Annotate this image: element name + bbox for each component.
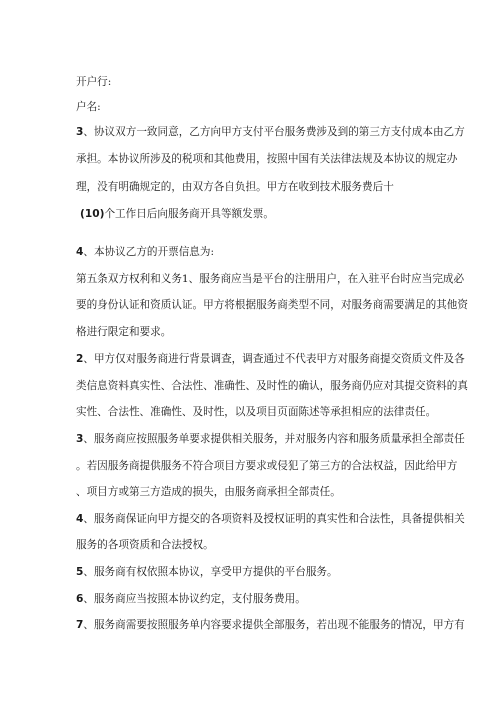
duty-3-line-3 bbox=[76, 485, 426, 499]
line-text: 户名: bbox=[76, 101, 101, 113]
clause-number: 4 bbox=[76, 513, 84, 525]
line-text: 承担。本协议所涉及的税项和其他费用，按照中国有关法律法规及本协议的规定办 bbox=[76, 153, 458, 165]
duty-3-line-2 bbox=[76, 459, 458, 473]
line-text: 、甲方仅对服务商进行背景调查，调查通过不代表甲方对服务商提交资质文件及各 bbox=[83, 353, 465, 365]
duty-5-line bbox=[76, 565, 426, 579]
line-text: 、服务商应按照服务单要求提供相关服务，并对服务内容和服务质量承担全部责任 bbox=[83, 433, 465, 445]
duty-2-line-3 bbox=[76, 405, 437, 419]
clause-number: 5 bbox=[76, 566, 84, 578]
line-text: 服务的各项资质和合法授权。 bbox=[76, 539, 214, 551]
duty-2-line-2 bbox=[76, 379, 468, 393]
line-text: 、本协议乙方的开票信息为: bbox=[83, 246, 215, 258]
line-text: 、服务商保证向甲方提交的各项资料及授权证明的真实性和合法性，具备提供相关 bbox=[83, 513, 465, 525]
line-text: 、项目方或第三方造成的损失，由服务商承担全部责任。 bbox=[76, 486, 341, 498]
clause-4-invoice-info bbox=[76, 245, 426, 259]
duty-7-line-1 bbox=[76, 618, 465, 632]
clause-number: 4 bbox=[76, 246, 84, 258]
clause-number: 7 bbox=[76, 619, 84, 631]
article-5-line-3 bbox=[76, 325, 426, 339]
line-text: 实性、合法性、准确性、及时性，以及项目页面陈述等承担相应的法律责任。 bbox=[76, 406, 437, 418]
line-text: 开户行: bbox=[76, 76, 112, 88]
clause-3-line-3 bbox=[76, 180, 426, 194]
clause-3-line-2 bbox=[76, 152, 458, 166]
bank-label bbox=[76, 75, 426, 89]
line-text: 、服务商需要按照服务单内容要求提供全部服务，若出现不能服务的情况，甲方有 bbox=[83, 619, 465, 631]
line-text: 个工作日后向服务商开具等额发票。 bbox=[104, 208, 274, 220]
line-text: 第五条双方权利和义务1、服务商应当是平台的注册用户，在入驻平台时应当完成必 bbox=[76, 273, 465, 285]
account-name-label bbox=[76, 100, 426, 114]
clause-number: 2 bbox=[76, 353, 84, 365]
clause-number: 3 bbox=[76, 126, 84, 138]
clause-number: (10) bbox=[80, 208, 105, 220]
clause-number: 6 bbox=[76, 593, 84, 605]
duty-4-line-1 bbox=[76, 512, 465, 526]
duty-3-line-1 bbox=[76, 432, 465, 446]
line-text: 、协议双方一致同意，乙方向甲方支付平台服务费涉及到的第三方支付成本由乙方 bbox=[83, 126, 465, 138]
clause-3-line-1 bbox=[76, 125, 465, 139]
line-text: 类信息资料真实性、合法性、准确性、及时性的确认，服务商仍应对其提交资料的真 bbox=[76, 380, 468, 392]
duty-6-line bbox=[76, 592, 426, 606]
line-text: 理，没有明确规定的，由双方各自负担。甲方在收到技术服务费后十 bbox=[76, 181, 394, 193]
clause-number: 3 bbox=[76, 433, 84, 445]
duty-2-line-1 bbox=[76, 352, 465, 366]
line-text: 、服务商应当按照本协议约定，支付服务费用。 bbox=[83, 593, 306, 605]
line-text: 要的身份认证和资质认证。甲方将根据服务商类型不同，对服务商需要满足的其他资 bbox=[76, 299, 468, 311]
clause-3-line-4 bbox=[80, 207, 430, 221]
line-text: 、服务商有权依照本协议，享受甲方提供的平台服务。 bbox=[83, 566, 338, 578]
article-5-line-2 bbox=[76, 298, 468, 312]
line-text: 格进行限定和要求。 bbox=[76, 326, 172, 338]
duty-4-line-2 bbox=[76, 538, 426, 552]
line-text: 。若因服务商提供服务不符合项目方要求或侵犯了第三方的合法权益，因此给甲方 bbox=[76, 460, 458, 472]
article-5-line-1 bbox=[76, 272, 465, 286]
